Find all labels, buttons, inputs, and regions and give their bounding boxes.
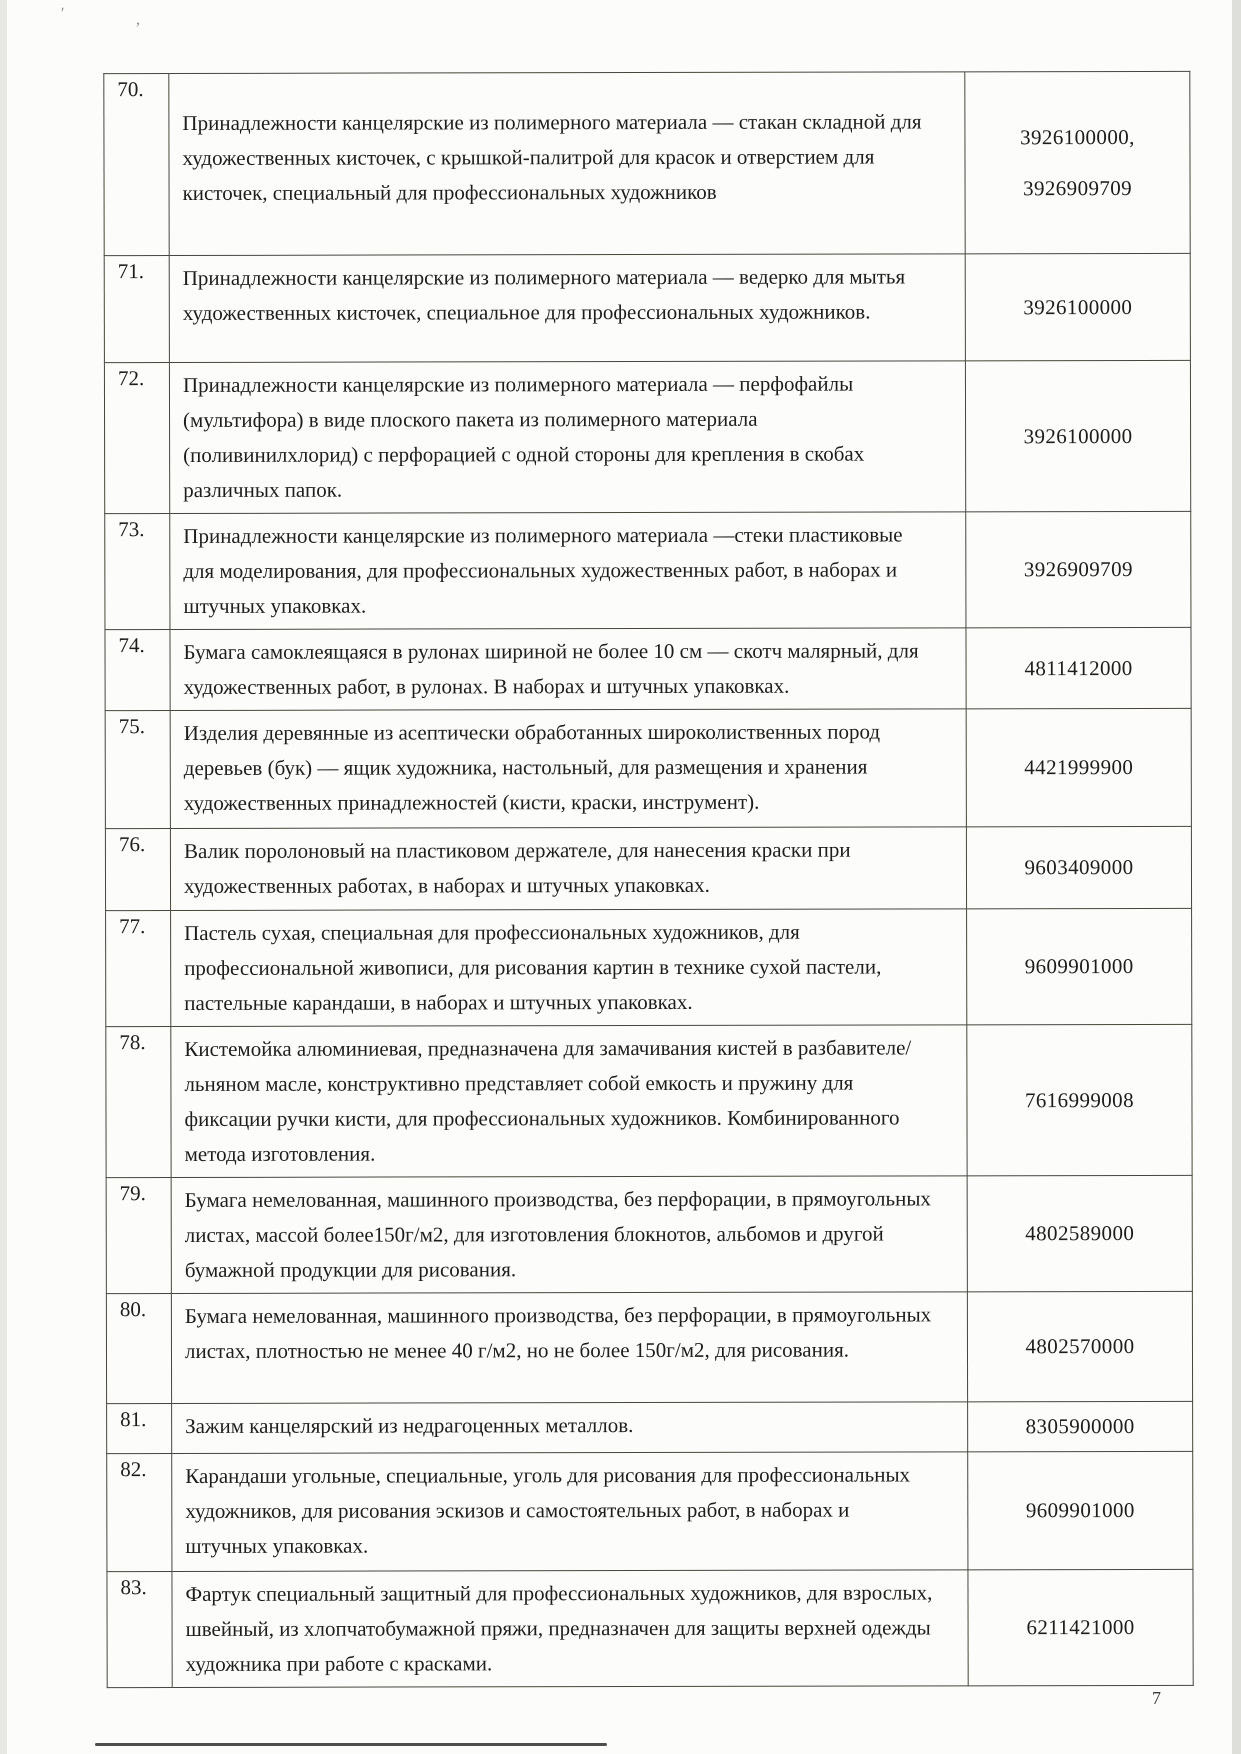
table-row <box>105 627 1191 710</box>
table-row <box>107 1401 1193 1453</box>
code-cell <box>968 1401 1193 1451</box>
items-table <box>103 71 1193 1688</box>
table-row <box>106 908 1192 1026</box>
scan-edge-shadow-right <box>1232 0 1241 1754</box>
row-number-cell: 77. <box>106 911 171 1027</box>
table-row <box>107 1569 1193 1687</box>
description-cell: Принадлежности канцелярские из полимерного материала —стеки пластиковые для моделирования, для профессиональных художественных работ, в наборах и штучных упаковках. <box>170 512 966 630</box>
code-cell <box>966 826 1191 908</box>
description-cell: Кистемойка алюминиевая, предназначена для замачивания кистей в разбавителе/льняном масле, конструктивно представляет собой емкость и пружину для фиксации ручки кисти, для профессиональных художников. Комбинированного метода изготовления. <box>171 1025 967 1178</box>
table-row <box>104 71 1190 255</box>
description-cell: Фартук специальный защитный для профессиональных художников, для взрослых, швейный, из хлопчатобумажной пряжи, предназначен для защиты верхней одежды художника при работе с красками. <box>172 1570 968 1688</box>
items-table-body <box>104 71 1193 1687</box>
row-number-cell: 80. <box>106 1294 171 1404</box>
code-cell <box>968 1451 1193 1569</box>
row-number-cell: 81. <box>107 1404 172 1454</box>
description-cell: Принадлежности канцелярские из полимерного материала — ведерко для мытья художественных кисточек, специальное для профессиональных художников. <box>169 254 965 363</box>
table-row <box>106 1024 1192 1177</box>
table-row <box>104 253 1190 362</box>
hs-code: 9603409000 <box>1024 854 1134 880</box>
code-cell <box>967 908 1192 1024</box>
hs-code: 4421999900 <box>1024 754 1134 780</box>
code-cell <box>966 627 1191 708</box>
code-cell <box>966 708 1191 826</box>
hs-code: 4802589000 <box>1025 1220 1135 1246</box>
description-cell: Пастель сухая, специальная для профессиональных художников, для профессиональной живописи, для рисования картин в технике сухой пастели, пастельные карандаши, в наборах и штучных упаковках. <box>171 909 967 1027</box>
row-number-cell: 79. <box>106 1178 171 1294</box>
scan-edge-shadow-left <box>0 0 7 1754</box>
hs-code: 4811412000 <box>1024 655 1133 680</box>
code-cell <box>967 1175 1192 1291</box>
hs-code: 3926909709 <box>1023 175 1133 200</box>
table-row <box>106 1291 1192 1403</box>
hs-code: 4802570000 <box>1025 1333 1135 1359</box>
description-cell: Принадлежности канцелярские из полимерного материала — стакан складной для художественных кисточек, с крышкой-палитрой для красок и отверстием для кисточек, специальный для профессиональных художников <box>169 72 965 256</box>
row-number-cell: 71. <box>104 256 169 363</box>
row-number-cell: 73. <box>105 514 170 630</box>
page-number: 7 <box>1152 1688 1161 1708</box>
code-cell <box>967 1291 1192 1401</box>
code-cell <box>966 511 1191 627</box>
description-cell: Принадлежности канцелярские из полимерного материала — перфофайлы (мультифора) в виде плоского пакета из полимерного материала (поливинилхлорид) с перфорацией с одной стороны для крепления в скобах различных папок. <box>169 361 965 514</box>
row-number-cell: 82. <box>107 1453 172 1571</box>
hs-code: 8305900000 <box>1025 1413 1135 1439</box>
code-cell <box>965 253 1190 360</box>
hs-code: 6211421000 <box>1026 1614 1135 1640</box>
row-number-cell: 83. <box>107 1571 172 1687</box>
table-row <box>105 708 1191 828</box>
row-number-cell: 74. <box>105 630 170 711</box>
description-cell: Бумага немелованная, машинного производства, без перфорации, в прямоугольных листах, плотностью не менее 40 г/м2, но не более 150г/м2, для рисования. <box>171 1292 967 1404</box>
description-cell: Зажим канцелярский из недрагоценных металлов. <box>172 1402 968 1454</box>
table-row <box>105 511 1191 629</box>
row-number-cell: 78. <box>106 1027 171 1178</box>
description-cell: Изделия деревянные из асептически обработанных широколиственных пород деревьев (бук) — ящик художника, настольный, для размещения и хранения художественных принадлежностей (кисти, краски, инструмент). <box>170 709 966 829</box>
hs-code: 3926909709 <box>1023 556 1133 582</box>
scan-artifact-line <box>95 1743 607 1746</box>
table-row <box>107 1451 1193 1571</box>
description-cell: Бумага самоклеящаяся в рулонах шириной не более 10 см — скотч малярный, для художественных работ, в рулонах. В наборах и штучных упаковках. <box>170 628 966 711</box>
table-row <box>106 1175 1192 1293</box>
hs-code: 3926100000, <box>1020 124 1135 149</box>
code-cell <box>965 71 1190 253</box>
scan-artifact-mark: ' <box>58 4 65 23</box>
code-cell <box>965 360 1190 511</box>
description-cell: Бумага немелованная, машинного производства, без перфорации, в прямоугольных листах, массой более150г/м2, для изготовления блокнотов, альбомов и другой бумажной продукции для рисования. <box>171 1176 967 1294</box>
table-row <box>104 360 1190 513</box>
hs-code: 9609901000 <box>1024 953 1134 979</box>
row-number-cell: 70. <box>104 74 169 256</box>
scan-artifact-mark: , <box>136 11 140 28</box>
hs-code: 9609901000 <box>1025 1497 1135 1523</box>
code-cell <box>968 1569 1193 1685</box>
table-row <box>105 826 1191 910</box>
row-number-cell: 72. <box>104 363 169 514</box>
row-number-cell: 76. <box>105 829 170 911</box>
row-number-cell: 75. <box>105 711 170 829</box>
description-cell: Валик поролоновый на пластиковом держателе, для нанесения краски при художественных работах, в наборах и штучных упаковках. <box>170 827 966 911</box>
hs-code: 3926100000 <box>1023 294 1133 319</box>
code-cell <box>967 1024 1192 1175</box>
description-cell: Карандаши угольные, специальные, уголь для рисования для профессиональных художников, для рисования эскизов и самостоятельных работ, в наборах и штучных упаковках. <box>172 1452 968 1572</box>
hs-code: 3926100000 <box>1023 423 1133 448</box>
hs-code: 7616999008 <box>1024 1087 1134 1112</box>
